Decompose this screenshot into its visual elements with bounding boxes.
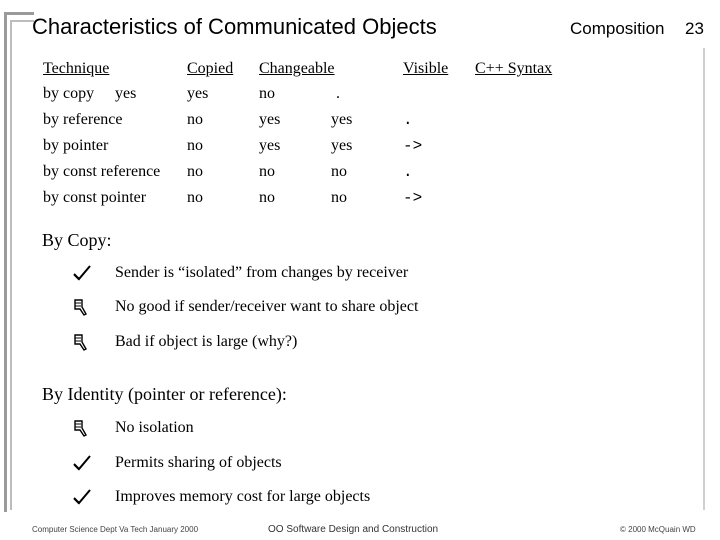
by-copy-heading: By Copy: [42,230,112,250]
frame-right-line [703,48,705,510]
row-changeable: yes [259,111,281,128]
thumbs-down-icon [72,297,92,317]
list-item: No isolation [115,419,194,436]
row-visible: no [331,189,347,206]
row-changeable: no [259,85,275,102]
row-syntax: -> [403,189,423,207]
row-syntax: -> [403,137,423,155]
row-technique: by const pointer [43,189,147,206]
frame-left-line [4,12,7,512]
row-changeable: no [259,163,275,180]
footer-left: Computer Science Dept Va Tech January 2000 [32,525,199,534]
row-copied: yes [187,85,209,102]
row-copied: no [187,111,203,128]
page-number: 23 [685,19,704,38]
check-icon [72,487,92,507]
row-copied: no [187,163,203,180]
header-visible: Visible [403,60,449,77]
row-visible: . [336,85,340,102]
list-item: No good if sender/receiver want to share object [115,298,419,315]
row-copied: no [187,189,203,206]
header-technique: Technique [43,60,110,77]
footer-right: © 2000 McQuain WD [620,525,696,534]
row-copied: no [187,137,203,154]
row-technique: by reference [43,111,123,128]
header-changeable: Changeable [259,60,335,77]
row-visible: yes [331,137,353,154]
row-copied: yes [115,85,137,102]
list-item: Improves memory cost for large objects [115,488,371,505]
slide-title: Characteristics of Communicated Objects [32,14,437,39]
thumbs-down-icon [72,418,92,438]
list-item: Permits sharing of objects [115,454,282,471]
footer-center: OO Software Design and Construction [268,524,439,535]
check-icon [72,263,92,283]
row-changeable: no [259,189,275,206]
section-label: Composition [570,19,665,38]
row-syntax: . [403,163,413,181]
row-syntax: . [403,111,413,129]
list-item: Bad if object is large (why?) [115,333,298,350]
thumbs-down-icon [72,332,92,352]
list-item: Sender is “isolated” from changes by receiver [115,264,409,281]
frame-left-inner-line [10,20,12,510]
check-icon [72,453,92,473]
row-changeable: yes [259,137,281,154]
row-visible: yes [331,111,353,128]
frame-top-inner-line [10,20,34,22]
header-syntax: C++ Syntax [475,60,553,77]
header-copied: Copied [187,60,234,77]
row-visible: no [331,163,347,180]
frame-top-line [4,12,34,15]
row-technique: by copy [43,85,95,102]
row-technique: by pointer [43,137,109,154]
by-identity-heading: By Identity (pointer or reference): [42,384,287,404]
row-technique: by const reference [43,163,161,180]
